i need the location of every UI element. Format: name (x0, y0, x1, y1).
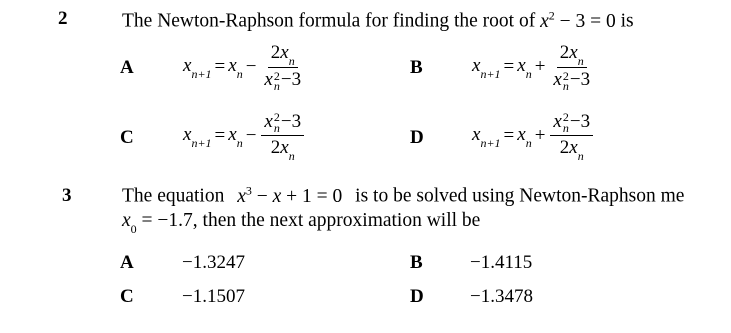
q2-option-d-letter[interactable]: D (410, 127, 424, 148)
question-3-number: 3 (62, 185, 72, 206)
q3-option-b-letter[interactable]: B (410, 252, 423, 273)
q2-option-b-formula[interactable]: $x_{n+1}$ = $x_n$ + $2x_n$ x 2 n −3 (472, 42, 591, 94)
q3-option-a-value[interactable]: −1.3247 (182, 252, 245, 273)
question-3-line1-text-a: The equation (122, 185, 225, 207)
q3-option-c-value[interactable]: −1.1507 (182, 286, 245, 307)
question-3-line2-text: then the next approximation will be (202, 210, 481, 231)
q2-option-b-letter[interactable]: B (410, 57, 423, 78)
question-2-stem-text: The Newton-Raphson formula for finding the root of (122, 10, 536, 32)
question-3-line1-text-b: is to be solved using Newton-Raphson me (355, 185, 685, 207)
q2-option-a-formula[interactable]: $x_{n+1}$ = $x_n$ − $2x_n$ x 2 n −3 (183, 42, 302, 94)
q2-option-d-formula[interactable]: $x_{n+1}$ = $x_n$ + x 2 n −3 $2x_n$ (472, 112, 595, 160)
question-2-stem-is: is (620, 10, 634, 32)
q3-option-d-value[interactable]: −1.3478 (470, 286, 533, 307)
q3-option-c-letter[interactable]: C (120, 286, 134, 307)
q2-option-c-letter[interactable]: C (120, 127, 134, 148)
q2-option-a-letter[interactable]: A (120, 57, 134, 78)
question-3-equation: $x^3 - x + 1 = 0$ (237, 183, 343, 207)
q3-option-d-letter[interactable]: D (410, 286, 424, 307)
question-2-stem (122, 8, 634, 33)
question-3-stem-line-1 (122, 183, 684, 208)
q3-option-b-value[interactable]: −1.4115 (470, 252, 533, 273)
q2-option-c-formula[interactable]: $x_{n+1}$ = $x_n$ − x 2 n −3 $2x_n$ (183, 112, 306, 160)
question-2-number: 2 (58, 8, 68, 29)
question-3-initial-value: $x_0 = -1.7$, (122, 210, 198, 236)
question-2-equation: $x^2 - 3 = 0$ (540, 8, 616, 32)
question-3-stem-line-2 (122, 210, 480, 235)
q3-option-a-letter[interactable]: A (120, 252, 134, 273)
